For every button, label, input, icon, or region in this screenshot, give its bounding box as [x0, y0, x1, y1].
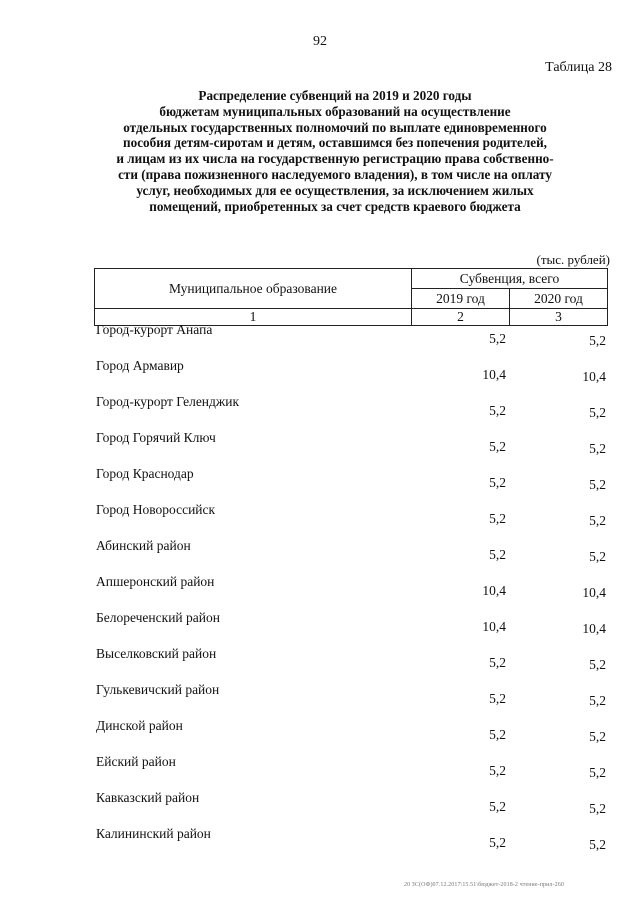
value-2020: 5,2 [589, 801, 606, 816]
table-row [0, 826, 640, 850]
table-header [94, 268, 608, 326]
value-2019: 5,2 [489, 475, 506, 490]
header-col-number-3: 3 [510, 309, 608, 326]
table-row [0, 610, 640, 634]
value-2020: 5,2 [589, 441, 606, 456]
value-2020: 5,2 [589, 333, 606, 348]
value-2019: 10,4 [482, 619, 506, 634]
title-line: и лицам из их числа на государственную регистрацию права собственно- [116, 151, 554, 167]
municipality-name: Выселковский район [96, 646, 217, 661]
municipality-name: Гулькевичский район [96, 682, 220, 697]
header-year-2020: 2020 год [510, 289, 608, 309]
value-2019: 5,2 [489, 655, 506, 670]
footer-file-path: 20 ЗС(ОФ)07.12.2017\15.51\бюджет-2018-2 чтение-прил-260 [404, 882, 564, 888]
value-2019: 10,4 [482, 583, 506, 598]
value-2020: 5,2 [589, 549, 606, 564]
value-2019: 5,2 [489, 439, 506, 454]
table-row [0, 682, 640, 706]
value-2020: 5,2 [589, 693, 606, 708]
value-2020: 10,4 [582, 621, 606, 636]
table-row [0, 646, 640, 670]
table-row [0, 502, 640, 526]
value-2019: 5,2 [489, 763, 506, 778]
municipality-name: Город-курорт Геленджик [96, 394, 240, 409]
municipality-name: Город Краснодар [96, 466, 194, 481]
header-col-number-1: 1 [95, 309, 412, 326]
value-2019: 5,2 [489, 547, 506, 562]
table-row [0, 574, 640, 598]
table-row [0, 358, 640, 382]
header-col-number-2: 2 [412, 309, 510, 326]
value-2019: 5,2 [489, 691, 506, 706]
table-row [0, 466, 640, 490]
municipality-name: Динской район [96, 718, 183, 733]
title-line: Распределение субвенций на 2019 и 2020 годы [198, 88, 472, 103]
table-row [0, 394, 640, 418]
table-row [0, 538, 640, 562]
value-2020: 5,2 [589, 765, 606, 780]
value-2020: 10,4 [582, 585, 606, 600]
units-label: (тыс. рублей) [536, 252, 610, 267]
municipality-name: Город-курорт Анапа [96, 322, 213, 337]
municipality-name: Абинский район [96, 538, 191, 553]
header-municipality: Муниципальное образование [95, 269, 412, 309]
municipality-name: Белореченский район [96, 610, 220, 625]
table-row [0, 430, 640, 454]
value-2019: 5,2 [489, 331, 506, 346]
value-2019: 5,2 [489, 403, 506, 418]
municipality-name: Кавказский район [96, 790, 200, 805]
value-2019: 5,2 [489, 799, 506, 814]
value-2019: 5,2 [489, 727, 506, 742]
value-2020: 5,2 [589, 657, 606, 672]
title-line: услуг, необходимых для ее осуществления, за исключением жилых [136, 182, 534, 198]
value-2020: 5,2 [589, 729, 606, 744]
table-row [0, 754, 640, 778]
document-title [70, 88, 600, 214]
page-number: 92 [313, 34, 327, 49]
value-2020: 10,4 [582, 369, 606, 384]
header-subvention-total: Субвенция, всего [412, 269, 608, 289]
municipality-name: Апшеронский район [96, 574, 215, 589]
municipality-name: Город Новороссийск [96, 502, 216, 517]
value-2019: 10,4 [482, 367, 506, 382]
table-label: Таблица 28 [545, 60, 612, 75]
value-2020: 5,2 [589, 405, 606, 420]
value-2019: 5,2 [489, 511, 506, 526]
municipality-name: Город Горячий Ключ [96, 430, 216, 445]
value-2020: 5,2 [589, 477, 606, 492]
table-row [0, 718, 640, 742]
title-line: сти (права пожизненного наследуемого владения), в том числе на оплату [118, 166, 552, 182]
value-2020: 5,2 [589, 837, 606, 852]
title-line: бюджетам муниципальных образований на осуществление [159, 103, 511, 119]
title-line: пособия детям-сиротам и детям, оставшимся без попечения родителей, [123, 135, 547, 151]
municipality-name: Калининский район [96, 826, 211, 841]
municipality-name: Город Армавир [96, 358, 184, 373]
title-line: помещений, приобретенных за счет средств краевого бюджета [149, 198, 521, 214]
title-line: отдельных государственных полномочий по выплате единовременного [123, 119, 547, 135]
table-row [0, 790, 640, 814]
value-2020: 5,2 [589, 513, 606, 528]
municipality-name: Ейский район [96, 754, 176, 769]
header-year-2019: 2019 год [412, 289, 510, 309]
value-2019: 5,2 [489, 835, 506, 850]
table-row [0, 322, 640, 346]
